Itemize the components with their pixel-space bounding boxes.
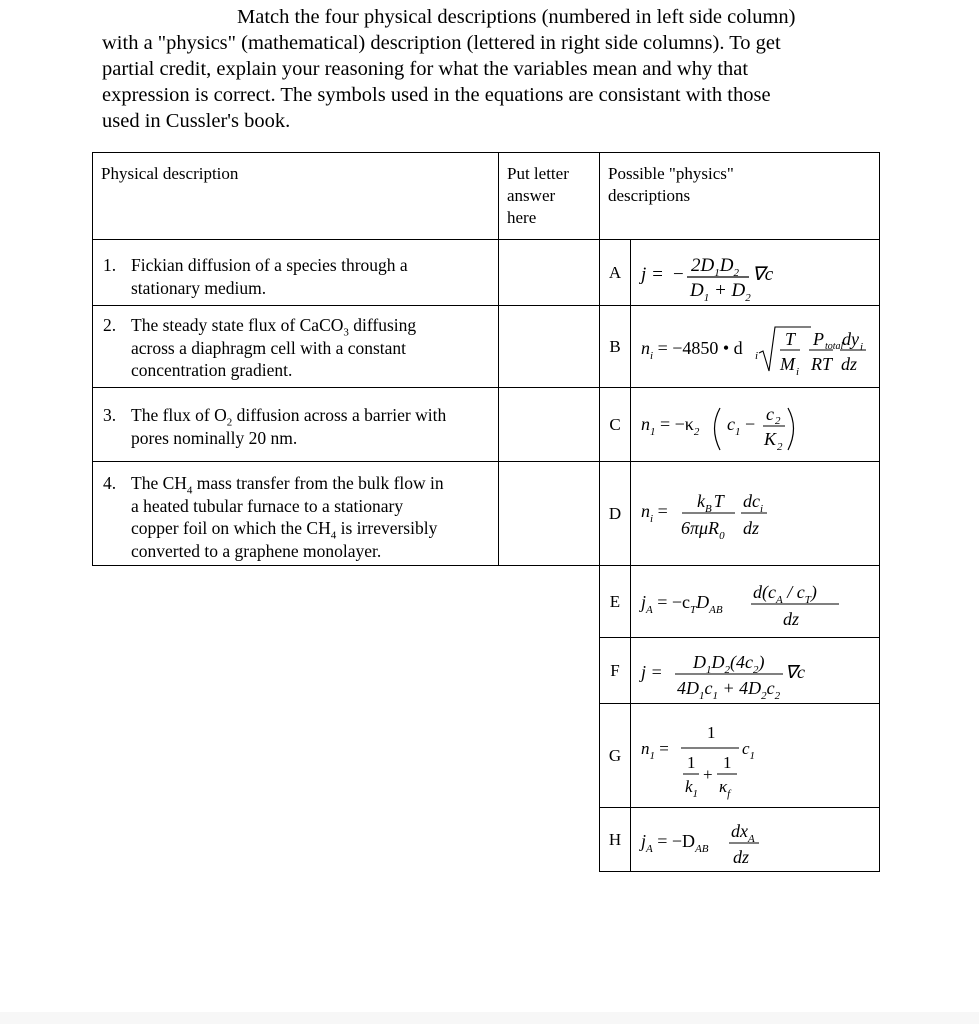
- svg-text:c1: $c_1$: [742, 738, 756, 762]
- header-answer: Put letter answer here: [499, 153, 600, 240]
- svg-text:M: M: [780, 353, 795, 374]
- svg-text:2: 2: [775, 414, 781, 427]
- equation-G: [631, 704, 880, 808]
- instructions-line-5: used in Cussler's book.: [102, 110, 291, 132]
- answer-cell-3[interactable]: [499, 388, 600, 462]
- letter-D: D: [600, 462, 631, 566]
- svg-text:dz: dz: [783, 608, 800, 629]
- svg-text:4D1c1 + 4D2c2: $4D_1c_1 + 4D_2c_2$: [677, 677, 781, 701]
- letter-A: A: [600, 240, 631, 306]
- svg-text:jA = −cTDAB: $j_A = -c_TD_{AB}$: [641, 591, 723, 616]
- svg-text:2D1D2: $2D_1D_2$: [691, 254, 739, 279]
- letter-C: C: [600, 388, 631, 462]
- instructions-line-3: partial credit, explain your reasoning for what the variables mean and why that: [102, 58, 749, 80]
- svg-text:+: +: [703, 764, 713, 784]
- letter-E: E: [600, 566, 631, 638]
- svg-text:6πμR0: 6πμR$_0$: [681, 517, 725, 542]
- svg-text:k1: $k_1$: [685, 776, 699, 800]
- svg-text:dxA: $dx_A$: [731, 820, 755, 845]
- svg-text:−: −: [673, 263, 684, 285]
- svg-text:T: T: [785, 328, 796, 349]
- instructions: [102, 4, 882, 134]
- svg-text:dci: $dc_i$: [743, 490, 764, 515]
- equation-F: [631, 638, 880, 704]
- svg-text:i: i: [796, 365, 800, 378]
- matching-table: [92, 152, 880, 872]
- answer-cell-1[interactable]: [499, 240, 600, 306]
- svg-text:1: 1: [723, 752, 732, 772]
- header-physical-description: Physical description: [93, 153, 499, 240]
- letter-G: G: [600, 704, 631, 808]
- answer-cell-4[interactable]: [499, 462, 600, 566]
- page-bottom-edge: [0, 1012, 979, 1024]
- svg-text:D1 + D2: $D_1 + D_2$: [690, 279, 751, 303]
- description-1: 1. Fickian diffusion of a species through a stationary medium.: [93, 240, 499, 306]
- instructions-line-4: expression is correct. The symbols used in the equations are consistant with those: [102, 84, 771, 106]
- svg-text:ni = −4850 • d: $n_i = -4850$ • d: [641, 337, 743, 362]
- instructions-line-2: with a "physics" (mathematical) description (lettered in right side columns). To get: [102, 32, 781, 54]
- svg-text:K: K: [764, 428, 777, 449]
- svg-text:total: total: [825, 340, 844, 352]
- svg-text:dz: dz: [841, 353, 858, 374]
- svg-text:n1 =: $n_1$ =: [641, 738, 669, 762]
- svg-text:D1D2(4c2): $D_1D_2(4c_2)$: [693, 651, 765, 676]
- equation-H: [631, 808, 880, 872]
- equation-E: [631, 566, 880, 638]
- svg-text:dy: dy: [842, 328, 859, 349]
- header-possible-descriptions: Possible "physics" descriptions: [600, 153, 880, 240]
- equation-C: [631, 388, 880, 462]
- svg-text:j =: j =: [641, 263, 664, 285]
- equation-B: [631, 306, 880, 388]
- svg-text:1: 1: [707, 722, 716, 742]
- svg-text:κf: $\kappa_f$: [719, 776, 731, 800]
- svg-text:2: 2: [777, 440, 783, 453]
- answer-cell-2[interactable]: [499, 306, 600, 388]
- svg-text:∇c: ∇c: [752, 263, 774, 285]
- svg-text:dz: dz: [743, 517, 760, 538]
- letter-H: H: [600, 808, 631, 872]
- svg-text:n1 = −κ2: $n_1 = -\kappa_2$: [641, 413, 700, 438]
- svg-text:i: i: [755, 349, 759, 362]
- description-4: 4. The $CH_4$ mass transfer from the bulk flow in a heated tubular furnace to a stationary copper foil on which the $CH_4$ is irreversibly converted to a graphene monolayer.: [93, 462, 499, 566]
- instructions-line-1: Match the four physical descriptions (numbered in left side column): [237, 6, 796, 28]
- svg-text:kBT: $k_B$ T: [697, 490, 724, 515]
- svg-text:dz: dz: [733, 846, 750, 867]
- equation-A: [631, 240, 880, 306]
- svg-text:ni =: $n_i$ =: [641, 500, 668, 525]
- equation-D: [631, 462, 880, 566]
- svg-text:P: P: [813, 328, 824, 349]
- svg-text:c1 −: $c_1$ −: [727, 413, 756, 438]
- svg-text:∇c: ∇c: [785, 661, 806, 682]
- letter-B: B: [600, 306, 631, 388]
- svg-text:1: 1: [687, 752, 696, 772]
- svg-text:i: i: [860, 340, 864, 353]
- svg-text:j =: j =: [641, 661, 663, 682]
- letter-F: F: [600, 638, 631, 704]
- svg-text:RT: RT: [811, 353, 833, 374]
- svg-text:d(cA / cT): $d(c_A / c_T)$: [753, 581, 817, 606]
- description-3: 3. The flux of $O_2$ diffusion across a barrier with pores nominally 20 nm.: [93, 388, 499, 462]
- svg-text:jA = −DAB: $j_A = -D_{AB}$: [641, 830, 709, 855]
- description-2: 2. The steady state flux of CaCO$_3$ diffusing across a diaphragm cell with a constant concentration gradient.: [93, 306, 499, 388]
- svg-text:c: c: [766, 403, 774, 424]
